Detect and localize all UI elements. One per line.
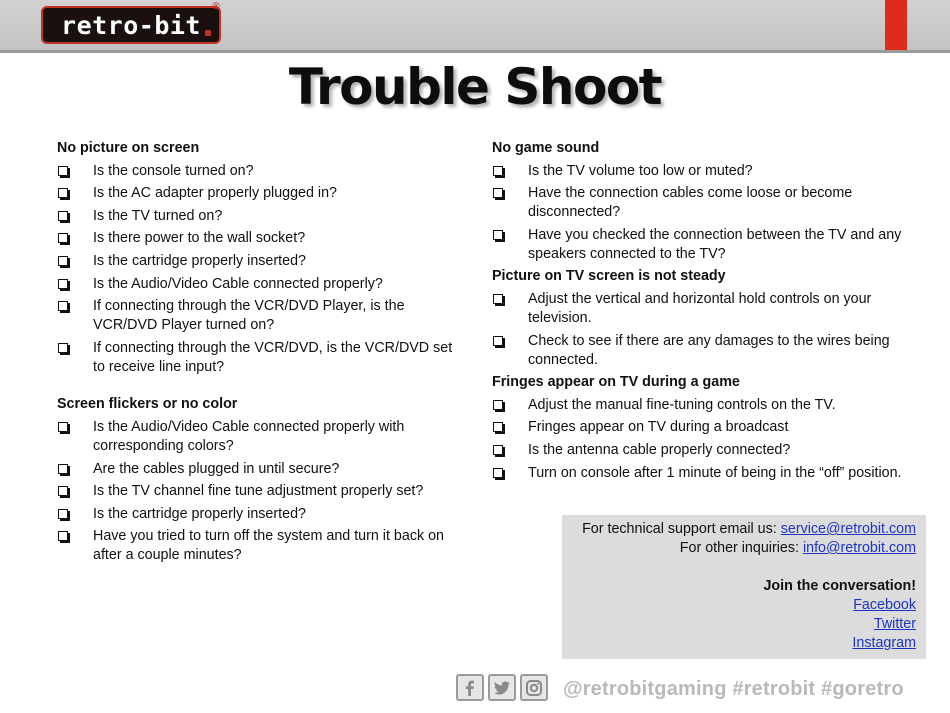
checkbox-icon — [493, 422, 503, 432]
item-text: Is the console turned on? — [93, 162, 254, 179]
checkbox-icon — [58, 486, 68, 496]
item-text: Have you tried to turn off the system and turn it back on after a couple minutes? — [93, 528, 444, 564]
item-text: Adjust the manual fine-tuning controls on the TV. — [528, 396, 836, 413]
left-column — [57, 139, 462, 569]
item-text: Are the cables plugged in until secure? — [93, 460, 340, 477]
social-icons — [456, 674, 552, 701]
checklist-item — [57, 184, 462, 203]
checkbox-icon — [58, 211, 68, 221]
page-title: Trouble Shoot — [288, 58, 662, 116]
tech-support-email-link[interactable]: service@retrobit.com — [780, 521, 916, 537]
checklist-item — [492, 464, 924, 483]
checkbox-icon — [58, 166, 68, 176]
item-text: Is there power to the wall socket? — [93, 230, 306, 247]
checkbox-icon — [493, 188, 503, 198]
checkbox-icon — [58, 256, 68, 266]
checklist-item — [57, 482, 462, 501]
item-text: Is the TV channel fine tune adjustment properly set? — [93, 483, 424, 500]
checkbox-icon — [58, 188, 68, 198]
checkbox-icon — [58, 233, 68, 243]
section-heading: Fringes appear on TV during a game — [492, 374, 740, 391]
section-spacer — [57, 380, 462, 395]
registered-mark: ® — [211, 1, 221, 12]
support-box — [562, 515, 926, 659]
section-no-picture — [57, 139, 462, 377]
checklist-item — [492, 226, 924, 264]
checkbox-icon — [58, 464, 68, 474]
checklist-item — [57, 460, 462, 479]
section-heading: No picture on screen — [57, 140, 200, 156]
twitter-icon[interactable] — [488, 674, 516, 701]
tech-support-line — [572, 520, 916, 539]
item-text: Have the connection cables come loose or become disconnected? — [528, 185, 853, 221]
checkbox-icon — [58, 343, 68, 353]
item-text: If connecting through the VCR/DVD Player, is the VCR/DVD Player turned on? — [93, 298, 405, 334]
twitter-link[interactable]: Twitter — [873, 616, 916, 632]
logo-dot — [205, 30, 211, 36]
checkbox-icon — [58, 531, 68, 541]
checklist-item — [492, 396, 924, 415]
checklist-item — [492, 332, 924, 370]
item-text: Is the TV turned on? — [93, 207, 223, 224]
join-conversation-text: Join the conversation! — [763, 578, 916, 594]
checklist-item — [492, 418, 924, 437]
section-no-game-sound — [492, 139, 924, 264]
item-text: Is the Audio/Video Cable connected properly with corresponding colors? — [93, 418, 405, 454]
checkbox-icon — [58, 301, 68, 311]
twitter-link-row — [572, 615, 916, 634]
item-text: Is the antenna cable properly connected? — [528, 441, 791, 458]
facebook-link-row — [572, 596, 916, 615]
checkbox-icon — [58, 509, 68, 519]
section-picture-not-steady — [492, 267, 924, 369]
item-text: Check to see if there are any damages to the wires being connected. — [528, 332, 890, 368]
item-text: Have you checked the connection between the TV and any speakers connected to the TV? — [528, 226, 902, 262]
checkbox-icon — [493, 336, 503, 346]
item-text: Adjust the vertical and horizontal hold controls on your television. — [528, 290, 872, 326]
checkbox-icon — [493, 468, 503, 478]
item-text: Is the TV volume too low or muted? — [528, 162, 753, 179]
checklist-item — [57, 505, 462, 524]
checklist-item — [492, 290, 924, 328]
checklist-item — [57, 418, 462, 456]
instagram-link-row — [572, 634, 916, 653]
checklist-item — [492, 184, 924, 222]
checklist-item — [492, 441, 924, 460]
logo-text: retro-bit — [61, 10, 201, 40]
checkbox-icon — [493, 445, 503, 455]
instagram-link[interactable]: Instagram — [852, 635, 916, 651]
header-accent-stripe — [885, 0, 907, 50]
facebook-icon[interactable] — [456, 674, 484, 701]
checkbox-icon — [493, 400, 503, 410]
section-heading: No game sound — [492, 140, 600, 156]
section-heading: Screen flickers or no color — [57, 396, 238, 413]
checklist-item — [57, 162, 462, 181]
checkbox-icon — [493, 230, 503, 240]
checklist-item — [57, 275, 462, 294]
item-text: Is the cartridge properly inserted? — [93, 252, 306, 269]
checklist-item — [57, 207, 462, 226]
tech-support-label: For technical support email us: — [582, 521, 781, 537]
facebook-link[interactable]: Facebook — [853, 597, 916, 613]
checklist-item — [57, 252, 462, 271]
item-text: Is the cartridge properly inserted? — [93, 505, 306, 522]
checkbox-icon — [493, 166, 503, 176]
checklist-item — [57, 527, 462, 565]
retro-bit-logo — [41, 1, 221, 44]
other-inquiries-line — [572, 539, 916, 558]
checklist-item — [57, 229, 462, 248]
support-spacer — [572, 558, 916, 577]
checkbox-icon — [493, 294, 503, 304]
section-fringes — [492, 373, 924, 482]
item-text: Fringes appear on TV during a broadcast — [528, 419, 789, 436]
item-text: Turn on console after 1 minute of being in the “off” position. — [528, 464, 902, 481]
section-heading: Picture on TV screen is not steady — [492, 268, 726, 285]
checklist-item — [57, 297, 462, 335]
checkbox-icon — [58, 279, 68, 289]
item-text: Is the Audio/Video Cable connected properly? — [93, 275, 383, 292]
instagram-icon[interactable] — [520, 674, 548, 701]
checklist-item — [492, 162, 924, 181]
item-text: Is the AC adapter properly plugged in? — [93, 185, 338, 202]
section-screen-flickers — [57, 395, 462, 565]
social-handles: @retrobitgaming #retrobit #goretro — [563, 678, 904, 700]
right-column — [492, 139, 924, 486]
other-inquiries-label: For other inquiries: — [679, 540, 803, 556]
item-text: If connecting through the VCR/DVD, is the VCR/DVD set to receive line input? — [93, 339, 453, 375]
checkbox-icon — [58, 422, 68, 432]
inquiries-email-link[interactable]: info@retrobit.com — [802, 540, 916, 556]
checklist-item — [57, 339, 462, 377]
